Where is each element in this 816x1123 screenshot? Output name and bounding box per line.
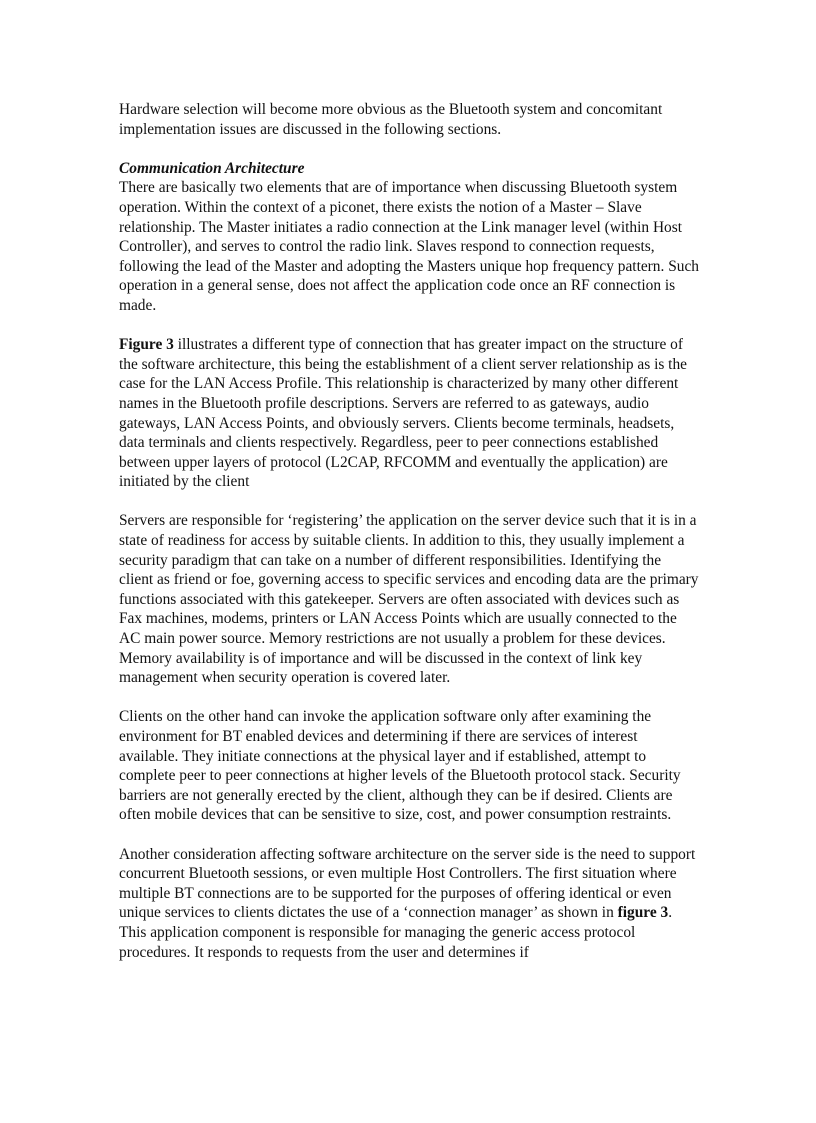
section-heading: Communication Architecture [119, 159, 305, 177]
paragraph-client-server [119, 335, 699, 492]
document-page [119, 100, 699, 962]
paragraph-master-slave: There are basically two elements that are of importance when discussing Bluetooth system operation. Within the context of a piconet, there exists the notion of a Master – Slave relationship. The Master initiates a radio connection at the Link manager level (within Host Controller), and serves to control the radio link. Slaves respond to connection requests, following the lead of the Master and adopting the Masters unique hop frequency pattern. Such operation in a general sense, does not affect the application code once an RF connection is made. [119, 179, 699, 314]
paragraph-connection-manager [119, 845, 699, 963]
paragraph-clients: Clients on the other hand can invoke the application software only after examining the environment for BT enabled devices and determining if there are services of interest available. They initiate connections at the physical layer and if established, attempt to complete peer to peer connections at higher levels of the Bluetooth protocol stack. Security barriers are not generally erected by the client, although they can be if desired. Clients are often mobile devices that can be sensitive to size, cost, and power consumption restraints. [119, 708, 681, 824]
paragraph-connection-manager-text-start: Another consideration affecting software architecture on the server side is the need to support concurrent Bluetooth sessions, or even multiple Host Controllers. The first situation where multiple BT connections are to be supported for the purposes of offering identical or even unique services to clients dictates the use of a ‘connection manager’ as shown in [119, 845, 696, 922]
figure-reference: Figure 3 [119, 336, 174, 354]
figure-reference-inline: figure 3 [617, 904, 669, 922]
paragraph-servers: Servers are responsible for ‘registering’ the application on the server device such that it is in a state of readiness for access by suitable clients. In addition to this, they usually implement a security paradigm that can take on a number of different responsibilities. Identifying the client as friend or foe, governing access to specific services and encoding data are the primary functions associated with this gatekeeper. Servers are often associated with devices such as Fax machines, modems, printers or LAN Access Points which are usually connected to the AC main power source. Memory restrictions are not usually a problem for these devices. Memory availability is of importance and will be discussed in the context of link key management when security operation is covered later. [119, 512, 699, 687]
paragraph-connection-manager-text-end: . This application component is responsible for managing the generic access protocol procedures. It responds to requests from the user and determines if [119, 904, 673, 961]
paragraph-client-server-text: illustrates a different type of connection that has greater impact on the structure of the software architecture, this being the establishment of a client server relationship as is the case for the LAN Access Profile. This relationship is characterized by many other different names in the Bluetooth profile descriptions. Servers are referred to as gateways, audio gateways, LAN Access Points, and obviously servers. Clients become terminals, headsets, data terminals and clients respectively. Regardless, peer to peer connections established between upper layers of protocol (L2CAP, RFCOMM and eventually the application) are initiated by the client [119, 336, 687, 491]
intro-paragraph: Hardware selection will become more obvious as the Bluetooth system and concomitant implementation issues are discussed in the following sections. [119, 101, 663, 138]
